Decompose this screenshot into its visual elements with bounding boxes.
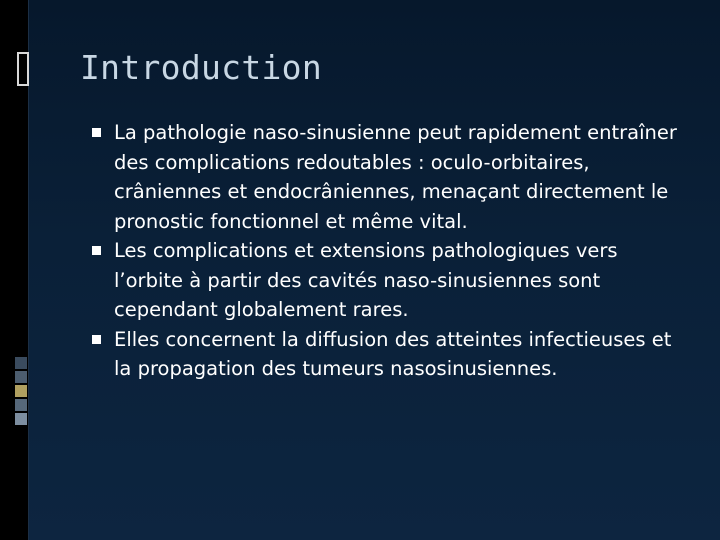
bullet-text: La pathologie naso-sinusienne peut rapidement entraîner des complications redoutables : oculo-orbitaires, crâniennes et endocrâniennes, menaçant directement le pronostic fonctionnel et même vital. xyxy=(114,121,677,233)
title-marker-inner xyxy=(19,54,27,84)
bullet-item xyxy=(92,118,692,236)
accent-bar xyxy=(15,371,27,383)
bullet-item xyxy=(92,236,692,325)
square-bullet-icon xyxy=(92,335,101,344)
bullet-text: Les complications et extensions pathologiques vers l’orbite à partir des cavités naso-sinusiennes sont cependant globalement rares. xyxy=(114,239,618,321)
accent-bar xyxy=(15,385,27,397)
bullet-text: Elles concernent la diffusion des atteintes infectieuses et la propagation des tumeurs nasosinusiennes. xyxy=(114,327,672,380)
bullet-item xyxy=(92,325,692,384)
slide-title: Introduction xyxy=(80,48,323,87)
accent-bar xyxy=(15,399,27,411)
square-bullet-icon xyxy=(92,246,101,255)
accent-bar xyxy=(15,357,27,369)
accent-bar xyxy=(15,413,27,425)
bullet-list xyxy=(92,118,692,384)
square-bullet-icon xyxy=(92,128,101,137)
